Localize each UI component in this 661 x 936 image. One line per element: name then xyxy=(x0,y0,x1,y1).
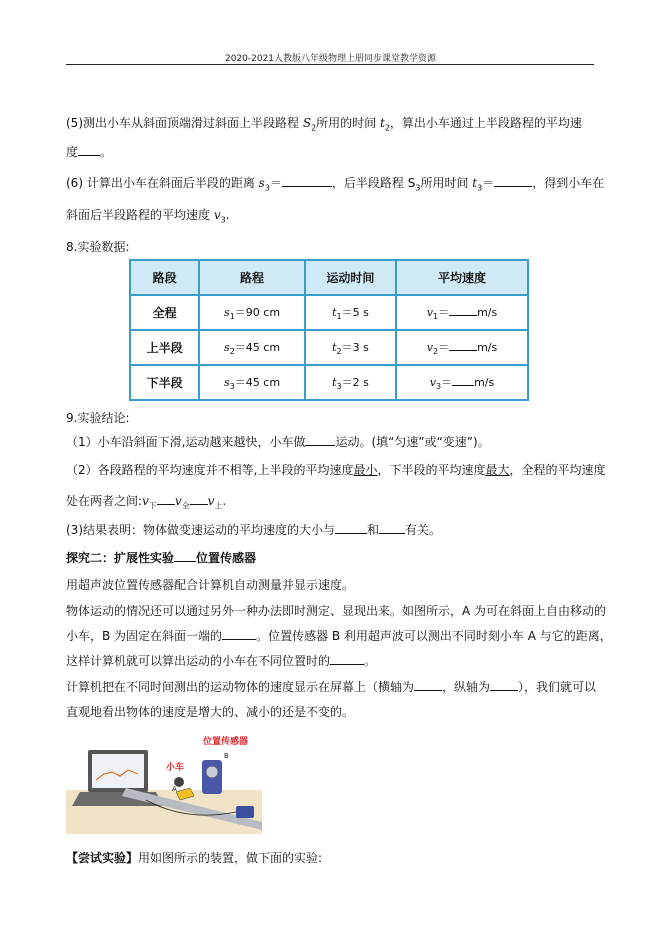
distance-cell xyxy=(199,365,305,400)
step6-text: (6) 计算出小车在斜面后半段的距离 xyxy=(66,176,259,190)
sensor-apparatus-figure xyxy=(66,730,262,834)
answer-blank[interactable] xyxy=(305,433,335,446)
dist-symbol: s xyxy=(224,305,230,319)
conclusion-1 xyxy=(66,433,490,450)
step6-text: 所用时间 xyxy=(420,176,473,190)
answer-blank[interactable] xyxy=(449,303,477,316)
symbol-s2-sub: 2 xyxy=(311,123,317,133)
speed-symbol: v xyxy=(426,341,433,355)
answer-blank[interactable] xyxy=(494,174,532,187)
conclusion-2 xyxy=(66,461,606,478)
step5-text: 所用的时间 xyxy=(316,116,380,130)
explore2-text: 。 xyxy=(364,654,377,668)
speed-unit: m/s xyxy=(477,341,498,355)
interface-box-icon xyxy=(236,806,254,818)
time-sub: 2 xyxy=(336,347,342,357)
explore2-text: ），我们就可以 xyxy=(518,680,597,694)
speed-cell xyxy=(396,330,528,365)
experiment-data-table xyxy=(129,259,529,401)
symbol-v3-sub: 3 xyxy=(220,215,226,225)
explore2-title-text: 探究二：扩展性实验 xyxy=(66,551,175,565)
label-a: A xyxy=(172,785,177,793)
step5-text: 度 xyxy=(66,145,79,159)
explore2-p2c xyxy=(66,652,376,669)
conclusion-text: 有关。 xyxy=(405,523,442,537)
equals-sign: ＝ xyxy=(482,176,495,190)
laptop-screen xyxy=(92,754,144,788)
table-header: 路段 xyxy=(130,260,199,295)
segment-cell: 下半段 xyxy=(130,365,199,400)
segment-cell: 上半段 xyxy=(130,330,199,365)
answer-blank[interactable] xyxy=(282,174,332,187)
answer-blank[interactable] xyxy=(449,338,477,351)
sensor-disc-icon xyxy=(206,766,218,778)
table-row xyxy=(130,330,528,365)
dist-value: ＝45 cm xyxy=(234,375,281,389)
explore2-p1: 用超声波位置传感器配合计算机自动测量并显示速度。 xyxy=(66,578,355,592)
table-header: 路程 xyxy=(199,260,305,295)
symbol-s2: S xyxy=(302,116,312,130)
conclusion-text: . xyxy=(222,494,227,508)
underlined-term: 最大 xyxy=(485,463,510,477)
explore2-title-text: 位置传感器 xyxy=(196,551,257,565)
step6-line2 xyxy=(66,206,230,224)
label-b: B xyxy=(224,752,229,760)
section9-label: 9.实验结论: xyxy=(66,411,130,425)
symbol-t2: t xyxy=(379,116,385,130)
trial-text: 用如图所示的装置，做下面的实验: xyxy=(138,851,323,865)
time-cell xyxy=(305,365,396,400)
trial-line xyxy=(66,849,322,866)
explore2-text: 小车，B 为固定在斜面一端的 xyxy=(66,629,223,643)
answer-blank[interactable] xyxy=(452,373,474,386)
table-header: 平均速度 xyxy=(396,260,528,295)
equals-sign: ＝ xyxy=(269,176,282,190)
answer-blank[interactable] xyxy=(190,492,208,505)
symbol-s3-sub: 3 xyxy=(415,183,421,193)
dist-symbol: s xyxy=(224,375,230,389)
explore2-p2a: 物体运动的情况还可以通过另外一种办法即时测定、显现出来。如图所示，A 为可在斜面上自由移动的 xyxy=(66,604,607,618)
table-row xyxy=(130,365,528,400)
explore2-text: 。位置传感器 B 利用超声波可以测出不同时刻小车 A 与它的距离， xyxy=(256,629,612,643)
sensor-label: 位置传感器 xyxy=(203,737,249,747)
explore2-p2b xyxy=(66,627,612,644)
conclusion-text: (3)结果表明：物体做变速运动的平均速度的大小与 xyxy=(66,523,335,537)
step5-line2 xyxy=(66,143,112,160)
step5-text: ，算出小车通过上半段路程的平均速 xyxy=(389,116,582,130)
step6-text: ，得到小车在 xyxy=(532,176,605,190)
answer-blank[interactable] xyxy=(490,678,518,691)
answer-blank[interactable] xyxy=(78,143,100,156)
explore2-text: 计算机把在不同时间测出的运动物体的速度显示在屏幕上（横轴为 xyxy=(66,680,415,694)
step6-text: 斜面后半段路程的平均速度 xyxy=(66,208,214,222)
symbol-v: v xyxy=(207,494,215,508)
answer-blank[interactable] xyxy=(330,652,364,665)
symbol-t2-sub: 2 xyxy=(384,123,390,133)
conclusion-text: 和 xyxy=(367,523,380,537)
symbol-sub: 下 xyxy=(148,501,157,511)
symbol-sub: 全 xyxy=(181,501,190,511)
conclusion-text: 处在两者之间: xyxy=(66,494,143,508)
symbol-s3: s xyxy=(258,176,265,190)
dist-symbol: s xyxy=(224,340,230,354)
conclusion-text: （1）小车沿斜面下滑,运动越来越快，小车做 xyxy=(66,435,306,449)
dist-value: ＝45 cm xyxy=(234,340,281,354)
step5-text: (5)测出小车从斜面顶端滑过斜面上半段路程 xyxy=(66,116,303,130)
symbol-s3-sub: 3 xyxy=(264,183,270,193)
step6-text: ，后半段路程 S xyxy=(331,176,416,190)
equals-sign: ＝ xyxy=(438,306,450,320)
step6-line1 xyxy=(66,174,604,192)
speed-unit: m/s xyxy=(477,306,498,320)
speed-cell xyxy=(396,365,528,400)
header-rule xyxy=(66,64,594,65)
time-cell xyxy=(305,330,396,365)
time-symbol: t xyxy=(332,340,337,354)
speed-cell xyxy=(396,295,528,330)
step5-text: 。 xyxy=(100,145,113,159)
apparatus-illustration xyxy=(66,730,262,834)
answer-blank[interactable] xyxy=(379,521,405,534)
dist-sub: 2 xyxy=(229,347,235,357)
cart-label: 小车 xyxy=(166,763,185,773)
explore2-p3b: 直观地看出物体的速度是增大的、减小的还是不变的。 xyxy=(66,705,355,719)
trial-title: 【尝试实验】 xyxy=(66,851,139,865)
speed-unit: m/s xyxy=(474,376,495,390)
table-header-row xyxy=(130,260,528,295)
conclusion-text: 运动。(填“匀速”或“变速”)。 xyxy=(335,435,490,449)
distance-cell xyxy=(199,330,305,365)
explore2-text: 这样计算机就可以算出运动的小车在不同位置时的 xyxy=(66,654,331,668)
time-symbol: t xyxy=(332,375,337,389)
distance-cell xyxy=(199,295,305,330)
dist-sub: 3 xyxy=(229,382,235,392)
underlined-term: 最小 xyxy=(353,463,378,477)
section8-label: 8.实验数据: xyxy=(66,240,130,254)
time-value: ＝2 s xyxy=(341,375,369,389)
time-cell xyxy=(305,295,396,330)
dist-value: ＝90 cm xyxy=(234,305,281,319)
table-row xyxy=(130,295,528,330)
equals-sign: ＝ xyxy=(438,341,450,355)
answer-blank[interactable] xyxy=(222,627,256,640)
symbol-sub: 上 xyxy=(214,501,223,511)
conclusion-text: ，下半段的平均速度 xyxy=(377,463,486,477)
speed-sub: 3 xyxy=(435,382,442,392)
table-header: 运动时间 xyxy=(305,260,396,295)
time-symbol: t xyxy=(332,305,337,319)
speed-symbol: v xyxy=(426,306,433,320)
segment-cell: 全程 xyxy=(130,295,199,330)
equals-sign: ＝ xyxy=(441,376,453,390)
conclusion-2b xyxy=(66,492,226,511)
symbol-t3-sub: 3 xyxy=(477,183,483,193)
symbol-v: v xyxy=(174,494,182,508)
answer-blank[interactable] xyxy=(157,492,175,505)
conclusion-text: ，全程的平均速度 xyxy=(509,463,606,477)
title-dash xyxy=(174,549,196,562)
explore2-title xyxy=(66,549,256,566)
symbol-v: v xyxy=(142,494,149,508)
answer-blank[interactable] xyxy=(414,678,442,691)
step5-line1 xyxy=(66,114,582,132)
time-sub: 1 xyxy=(336,312,342,322)
conclusion-text: （2）各段路程的平均速度并不相等,上半段的平均速度 xyxy=(66,463,354,477)
dist-sub: 1 xyxy=(229,312,235,322)
explore2-text: ，纵轴为 xyxy=(442,680,491,694)
step6-text: . xyxy=(225,208,230,222)
time-value: ＝3 s xyxy=(341,340,369,354)
speed-sub: 2 xyxy=(432,347,439,357)
page-header: 2020-2021人教版八年级物理上册同步课堂教学资源 xyxy=(224,54,437,64)
symbol-v3: v xyxy=(213,208,221,222)
conclusion-3 xyxy=(66,521,441,538)
symbol-t3: t xyxy=(472,176,478,190)
time-value: ＝5 s xyxy=(341,305,369,319)
answer-blank[interactable] xyxy=(335,521,367,534)
speed-symbol: v xyxy=(429,376,436,390)
explore2-p3a xyxy=(66,678,596,695)
speed-sub: 1 xyxy=(432,312,439,322)
time-sub: 3 xyxy=(336,382,342,392)
